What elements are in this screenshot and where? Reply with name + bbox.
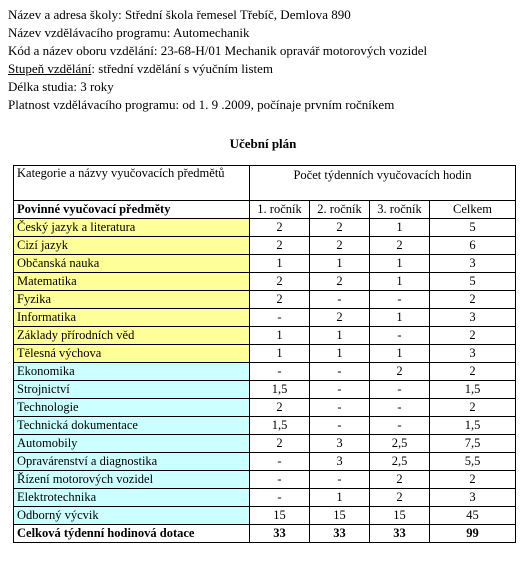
hours-cell: 1,5	[250, 417, 310, 435]
hours-cell: 3	[430, 489, 516, 507]
hours-cell: 2	[250, 291, 310, 309]
hours-cell: 1	[370, 309, 430, 327]
table-row	[14, 471, 516, 489]
subject-name: Matematika	[14, 273, 250, 291]
hours-cell: 2	[310, 237, 370, 255]
table-row	[14, 237, 516, 255]
hours-cell: 1	[310, 345, 370, 363]
subject-name: Informatika	[14, 309, 250, 327]
subject-name: Tělesná výchova	[14, 345, 250, 363]
table-header-row	[14, 166, 516, 201]
hours-cell: 5	[430, 273, 516, 291]
col-header-year2: 2. ročník	[310, 201, 370, 219]
subject-name: Cizí jazyk	[14, 237, 250, 255]
hours-cell: 2	[250, 399, 310, 417]
hours-cell: 2	[250, 273, 310, 291]
hours-cell: 2,5	[370, 453, 430, 471]
table-row	[14, 363, 516, 381]
validity-line: Platnost vzdělávacího programu: od 1. 9 .2009, počínaje prvním ročníkem	[8, 97, 395, 112]
hours-cell: 15	[310, 507, 370, 525]
hours-cell: 2	[250, 219, 310, 237]
program-line: Název vzdělávacího programu: Automechanik	[8, 25, 250, 40]
hours-cell: 2	[310, 309, 370, 327]
table-row	[14, 273, 516, 291]
hours-cell: 2	[430, 399, 516, 417]
hours-cell: 1	[370, 345, 430, 363]
subject-name: Automobily	[14, 435, 250, 453]
curriculum-table	[13, 165, 516, 543]
hours-cell: 3	[310, 453, 370, 471]
subject-name: Ekonomika	[14, 363, 250, 381]
hours-header: Počet týdenních vyučovacích hodin	[250, 166, 516, 201]
hours-cell: 3	[310, 435, 370, 453]
hours-cell: -	[250, 489, 310, 507]
hours-cell: 2	[430, 471, 516, 489]
hours-cell: 1,5	[250, 381, 310, 399]
hours-cell: 6	[430, 237, 516, 255]
hours-cell: 7,5	[430, 435, 516, 453]
hours-cell: 2,5	[370, 435, 430, 453]
hours-cell: 2	[430, 363, 516, 381]
table-row	[14, 309, 516, 327]
subject-name: Občanská nauka	[14, 255, 250, 273]
subject-name: Elektrotechnika	[14, 489, 250, 507]
hours-cell: 2	[430, 327, 516, 345]
subject-name: Základy přírodních věd	[14, 327, 250, 345]
section-header-row	[14, 201, 516, 219]
hours-cell: -	[370, 399, 430, 417]
hours-cell: 1	[370, 219, 430, 237]
level-line: Stupeň vzdělání: střední vzdělání s výučním listem	[8, 61, 274, 76]
hours-cell: 2	[310, 219, 370, 237]
subject-name: Opravárenství a diagnostika	[14, 453, 250, 471]
subject-name: Technologie	[14, 399, 250, 417]
total-cell: 33	[370, 525, 430, 543]
total-label: Celková týdenní hodinová dotace	[14, 525, 250, 543]
hours-cell: 2	[370, 363, 430, 381]
hours-cell: -	[310, 363, 370, 381]
hours-cell: -	[370, 417, 430, 435]
subject-name: Řízení motorových vozidel	[14, 471, 250, 489]
school-line: Název a adresa školy: Střední škola řemesel Třebíč, Demlova 890	[8, 7, 351, 22]
table-row	[14, 417, 516, 435]
hours-cell: 1	[310, 327, 370, 345]
hours-cell: 1	[310, 489, 370, 507]
subject-name: Technická dokumentace	[14, 417, 250, 435]
hours-cell: 1,5	[430, 381, 516, 399]
code-line: Kód a název oboru vzdělání: 23-68-H/01 Mechanik opravář motorových vozidel	[8, 43, 428, 58]
table-row	[14, 345, 516, 363]
subject-name: Strojnictví	[14, 381, 250, 399]
category-header: Kategorie a názvy vyučovacích předmětů	[14, 166, 250, 201]
hours-cell: 45	[430, 507, 516, 525]
hours-cell: -	[250, 453, 310, 471]
hours-cell: 2	[370, 471, 430, 489]
hours-cell: 1	[250, 255, 310, 273]
hours-cell: -	[310, 417, 370, 435]
table-row	[14, 327, 516, 345]
total-row	[14, 525, 516, 543]
total-cell: 99	[430, 525, 516, 543]
hours-cell: 5,5	[430, 453, 516, 471]
hours-cell: 2	[250, 237, 310, 255]
subject-name: Fyzika	[14, 291, 250, 309]
hours-cell: 15	[250, 507, 310, 525]
hours-cell: -	[310, 381, 370, 399]
hours-cell: -	[310, 291, 370, 309]
hours-cell: 3	[430, 309, 516, 327]
hours-cell: 1	[250, 327, 310, 345]
hours-cell: 2	[430, 291, 516, 309]
hours-cell: 1	[370, 273, 430, 291]
page-title: Učební plán	[229, 136, 297, 151]
hours-cell: 1	[250, 345, 310, 363]
table-row	[14, 489, 516, 507]
subject-name: Český jazyk a literatura	[14, 219, 250, 237]
table-row	[14, 399, 516, 417]
subject-name: Odborný výcvik	[14, 507, 250, 525]
table-row	[14, 435, 516, 453]
hours-cell: -	[250, 471, 310, 489]
duration-line: Délka studia: 3 roky	[8, 79, 114, 94]
hours-cell: -	[310, 399, 370, 417]
hours-cell: 1	[370, 255, 430, 273]
program-metadata	[8, 6, 427, 114]
hours-cell: -	[370, 327, 430, 345]
col-header-year3: 3. ročník	[370, 201, 430, 219]
hours-cell: -	[370, 381, 430, 399]
hours-cell: -	[370, 291, 430, 309]
table-row	[14, 381, 516, 399]
hours-cell: -	[250, 363, 310, 381]
hours-cell: 2	[370, 489, 430, 507]
total-cell: 33	[310, 525, 370, 543]
table-row	[14, 453, 516, 471]
col-header-year1: 1. ročník	[250, 201, 310, 219]
total-cell: 33	[250, 525, 310, 543]
hours-cell: 1,5	[430, 417, 516, 435]
hours-cell: 15	[370, 507, 430, 525]
hours-cell: -	[310, 471, 370, 489]
table-row	[14, 507, 516, 525]
hours-cell: 5	[430, 219, 516, 237]
table-row	[14, 255, 516, 273]
hours-cell: 2	[250, 435, 310, 453]
section-label: Povinné vyučovací předměty	[14, 201, 250, 219]
hours-cell: 2	[370, 237, 430, 255]
table-row	[14, 291, 516, 309]
hours-cell: 1	[310, 255, 370, 273]
hours-cell: -	[250, 309, 310, 327]
hours-cell: 3	[430, 255, 516, 273]
hours-cell: 3	[430, 345, 516, 363]
col-header-total: Celkem	[430, 201, 516, 219]
hours-cell: 2	[310, 273, 370, 291]
table-row	[14, 219, 516, 237]
